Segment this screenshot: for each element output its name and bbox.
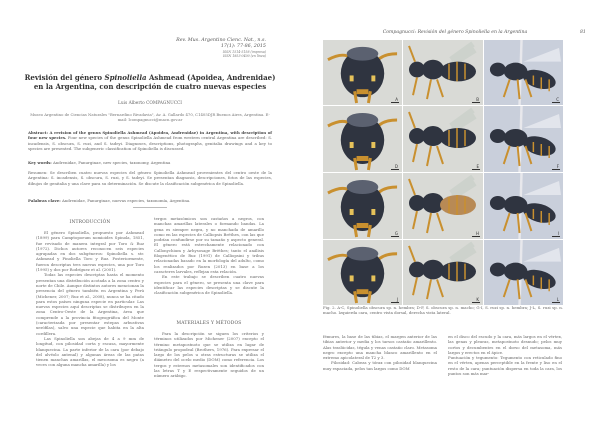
bee-photo: [323, 173, 402, 239]
right-column-1: [323, 334, 437, 371]
resumen: Resumen: Se describen cuatro nuevas especies del género Spinoliella Ashmead provenientes del centro oeste de la Argentina: S. incadensis, S. obscura, S. ruzi, y S. tadeyi. Se presentan diagnosis, descripciones, fotos de las especies, dibujos de genitalia y una clave para su determinación. Se discute la clasificación subgenérica de Spinoliella.: [28, 170, 272, 186]
affiliation: Museo Argentino de Ciencias Naturales "Bernardino Rivadavia", Av. A. Gallardo 470, C1405DJR Buenos Aires, Argentina. E-mail: lcompagnucci@macn.gov.ar: [30, 112, 270, 122]
scale-bar: [391, 236, 399, 237]
panel-label: L: [556, 297, 559, 302]
intro-paragraph: El género Spinoliella, propuesto por Ashmead (1899) para Camptopoeum nomioides Spinola, 1851, fue revisado de manera integral por Toro & Ruz (1972). Dichos autores reconocen seis especies agrupadas en dos subgéneros: Spinoliella s. str. Ashmead y Pinoliella Toro y Ruz. Posteriormente, fueron descriptas tres nuevas especies, una por Toro (1995) y dos por Rodríguez et al. (2001).: [36, 230, 144, 273]
scale-bar: [472, 236, 480, 237]
panel-label: J: [396, 297, 398, 302]
panel-label: A: [395, 97, 398, 102]
running-head: Compagnucci: Revisión del género Spinoliella en la Argentina: [382, 30, 528, 35]
journal-header: [176, 38, 266, 59]
body-paragraph: fémures, la base de las tibias, el margen anterior de las tibias anterior y media y los tarsos castaño amarillento. Alas traslúcidas, tégula y venas castaño claro. Metasoma negro excepto una mancha blanco amarillento en el extremo apicolateral de T2 y 3.: [323, 334, 437, 361]
scale-bar: [552, 302, 560, 303]
bee-photo: [323, 106, 402, 172]
abstract: [28, 130, 272, 151]
panel-label: K: [476, 297, 479, 302]
title-part1: Revisión del género: [24, 73, 105, 82]
abstract-text: Four new species of the genus Spinoliella Ashmead from western central Argentina are described: S. incadensis, S. obscura, S. ruzi, and S. tadeyi. Diagnoses, descriptions, photographs, genitalia drawings and a key to species are presented. The subgeneric classification of Spinoliella is discussed.: [28, 135, 273, 151]
keywords: [28, 160, 272, 165]
scale-bar: [552, 102, 560, 103]
bee-photo: [403, 240, 483, 305]
figure-panel-d: [323, 106, 402, 172]
bee-photo: [403, 173, 483, 239]
figure-panel-a: [323, 40, 402, 105]
scale-bar: [472, 102, 480, 103]
issn-print: ISSN 1514-5158 (impresa): [222, 50, 266, 54]
panel-label: G: [394, 231, 398, 236]
panel-label: H: [475, 231, 479, 236]
figure-2-grid: [323, 40, 563, 302]
figure-panel-b: [403, 40, 483, 105]
right-column-2: [448, 334, 562, 376]
body-paragraph: tergos metasómicos son castaños a negros, con manchas amarillas laterales o formando bandas. La gena es siempre negra, y no manchada de amarillo como en las especies de Calliopsis Brèthes, con las que podrían confundirse por su tamaño y aspecto general. El género está estrechamente relacionado con Callonychium y Arhysosage Brèthes; tanto el análisis filogenético de Ruz (1991) de Calliopsini y tribus relacionadas basado en la morfología del adulto, como los realizados por Rozen (2013) en base a los caracteres larvales, reflejan esta relación.: [154, 216, 264, 274]
scale-bar: [552, 169, 560, 170]
bee-photo: [484, 106, 563, 172]
right-page: [300, 0, 600, 433]
scale-bar: [391, 302, 399, 303]
abstract-label: Abstract: A revision of the genus Spinoliella Ashmead (Apoidea, Andrenidae) in Argentina, with description of four new species.: [28, 130, 272, 141]
palabras-label: Palabras clave:: [28, 198, 61, 203]
body-paragraph: En este trabajo se describen cuatro nuevas especies para el género, se presenta una clave para identificar las especies descriptas y se discute la clasificación subgenérica de Spinoliella.: [154, 274, 264, 296]
keywords-label: Key words:: [28, 160, 52, 165]
keywords-text: Andrenidae, Panurginae, new species, taxonomy, Argentina: [51, 160, 171, 165]
figure-panel-g: [323, 173, 402, 239]
body-paragraph: en el disco del escudo y la cara, más largos en el vértex, las genas y pleuras, metapostnoto desnudo; pelos muy cortos y decumbentes en el dorso del metasoma, más largos y erectos en el ápice.: [448, 334, 562, 355]
figure-panel-k: [403, 240, 483, 305]
bee-photo: [323, 40, 402, 105]
intro-paragraph: Todas las especies descriptas hasta el momento presentan una distribución acotada a la zona centro y norte de Chile. Aunque distintos autores mencionan la presencia del género también en Argentina y Perú (Michener, 2007; Ruz et al., 2008), nunca se ha citado para estos países ninguna especie en particular. Las nuevas especies aquí descriptas se distribuyen en la zona Centro-Oeste de la Argentina, área que comprende a la provincia fitogeográfica del Monte (caracterizada por presentar estepas arbustivas xerófilas), salvo una especie que habita en la alta cordillera.: [36, 272, 144, 336]
scale-bar: [472, 169, 480, 170]
panel-label: C: [556, 97, 559, 102]
body-paragraph: Puntuación y tegumento: Tegumento con reticulado fino en el vértex, apenas perceptible en la frente y liso en el resto de la cara; puntuación dispersa en toda la cara, los puntos son más mar-: [448, 355, 562, 377]
figure-panel-f: [484, 106, 563, 172]
journal-volume: 17(1): 77-86, 2015: [220, 44, 266, 49]
panel-label: D: [394, 164, 398, 169]
figure-panel-l: [484, 240, 563, 305]
bee-photo: [403, 106, 483, 172]
figure-panel-i: [484, 173, 563, 239]
panel-label: I: [557, 231, 559, 236]
scale-bar: [391, 102, 399, 103]
intro-paragraph: Las Spinoliella son abejas de 4 a 9 mm de longitud, con pilosidad corta y escasa, mayormente blanquecina. La parte inferior de la cara (por debajo del alvéolo antenal) y algunas áreas de las patas tienen manchas amarillas, el mesosoma es negro (a veces con alguna mancha amarilla) y los: [36, 335, 144, 368]
bee-photo: [484, 173, 563, 239]
figure-panel-j: [323, 240, 402, 305]
methods-paragraph: Para la descripción se siguen los criterios y términos utilizados por Michener (2007) excepto el término metapostnoto que se utiliza en lugar de triángulo propodeal (Brothers, 1976). Para expresar el largo de los pelos u otras estructuras se utiliza el diámetro del ocelo medio (DOM) como referencia. Los tergos y esternos metasomales son identificados con las letras T y E respectivamente seguidos de un número arábigo.: [154, 331, 264, 379]
palabras-text: Andrenidae, Panurginae, nuevas especies, taxonomía, Argentina.: [60, 198, 191, 203]
title-genus: Spinoliella: [104, 73, 147, 82]
issn-online: ISSN 1853-0400 (en línea): [222, 54, 266, 59]
section-divider: [133, 207, 167, 208]
scale-bar: [552, 236, 560, 237]
panel-label: E: [476, 164, 479, 169]
intro-column: [36, 230, 144, 368]
author: Luis Alberto COMPAGNUCCI: [118, 101, 182, 106]
intro-heading: INTRODUCCIÓN: [69, 220, 111, 225]
bee-photo: [484, 40, 563, 105]
journal-name: Rev. Mus. Argentino Cienc. Nat., n.s.: [176, 38, 266, 43]
body-paragraph: Pilosidad: Cabeza y tórax con pilosidad blanquecina muy espaciada, pelos tan largos como DOM: [323, 360, 437, 371]
figure-caption: Fig. 2. A-C, Spinoliella obscura sp. n. hembra; D-F, S. obscura sp. n. macho; G-I, S. ruzi sp. n. hembra; J-L, S. ruzi sp. n. macho. Izquierda cara, centro vista dorsal, derecha vista lateral.: [323, 305, 563, 316]
figure-panel-h: [403, 173, 483, 239]
methods-column: [154, 331, 264, 379]
panel-label: F: [556, 164, 559, 169]
bee-photo: [484, 240, 563, 305]
scale-bar: [391, 169, 399, 170]
second-column: [154, 216, 264, 295]
scale-bar: [472, 302, 480, 303]
palabras-clave: [28, 198, 272, 203]
article-title: [20, 73, 280, 91]
figure-panel-c: [484, 40, 563, 105]
bee-photo: [403, 40, 483, 105]
figure-panel-e: [403, 106, 483, 172]
page-number: 81: [580, 30, 586, 35]
title-part2: Ashmead (Apoidea, Andrenidae) en la Argentina, con descripción de cuatro nuevas especies: [33, 73, 276, 91]
methods-heading: MATERIALES Y MÉTODOS: [176, 321, 242, 326]
panel-label: B: [476, 97, 479, 102]
bee-photo: [323, 240, 402, 305]
